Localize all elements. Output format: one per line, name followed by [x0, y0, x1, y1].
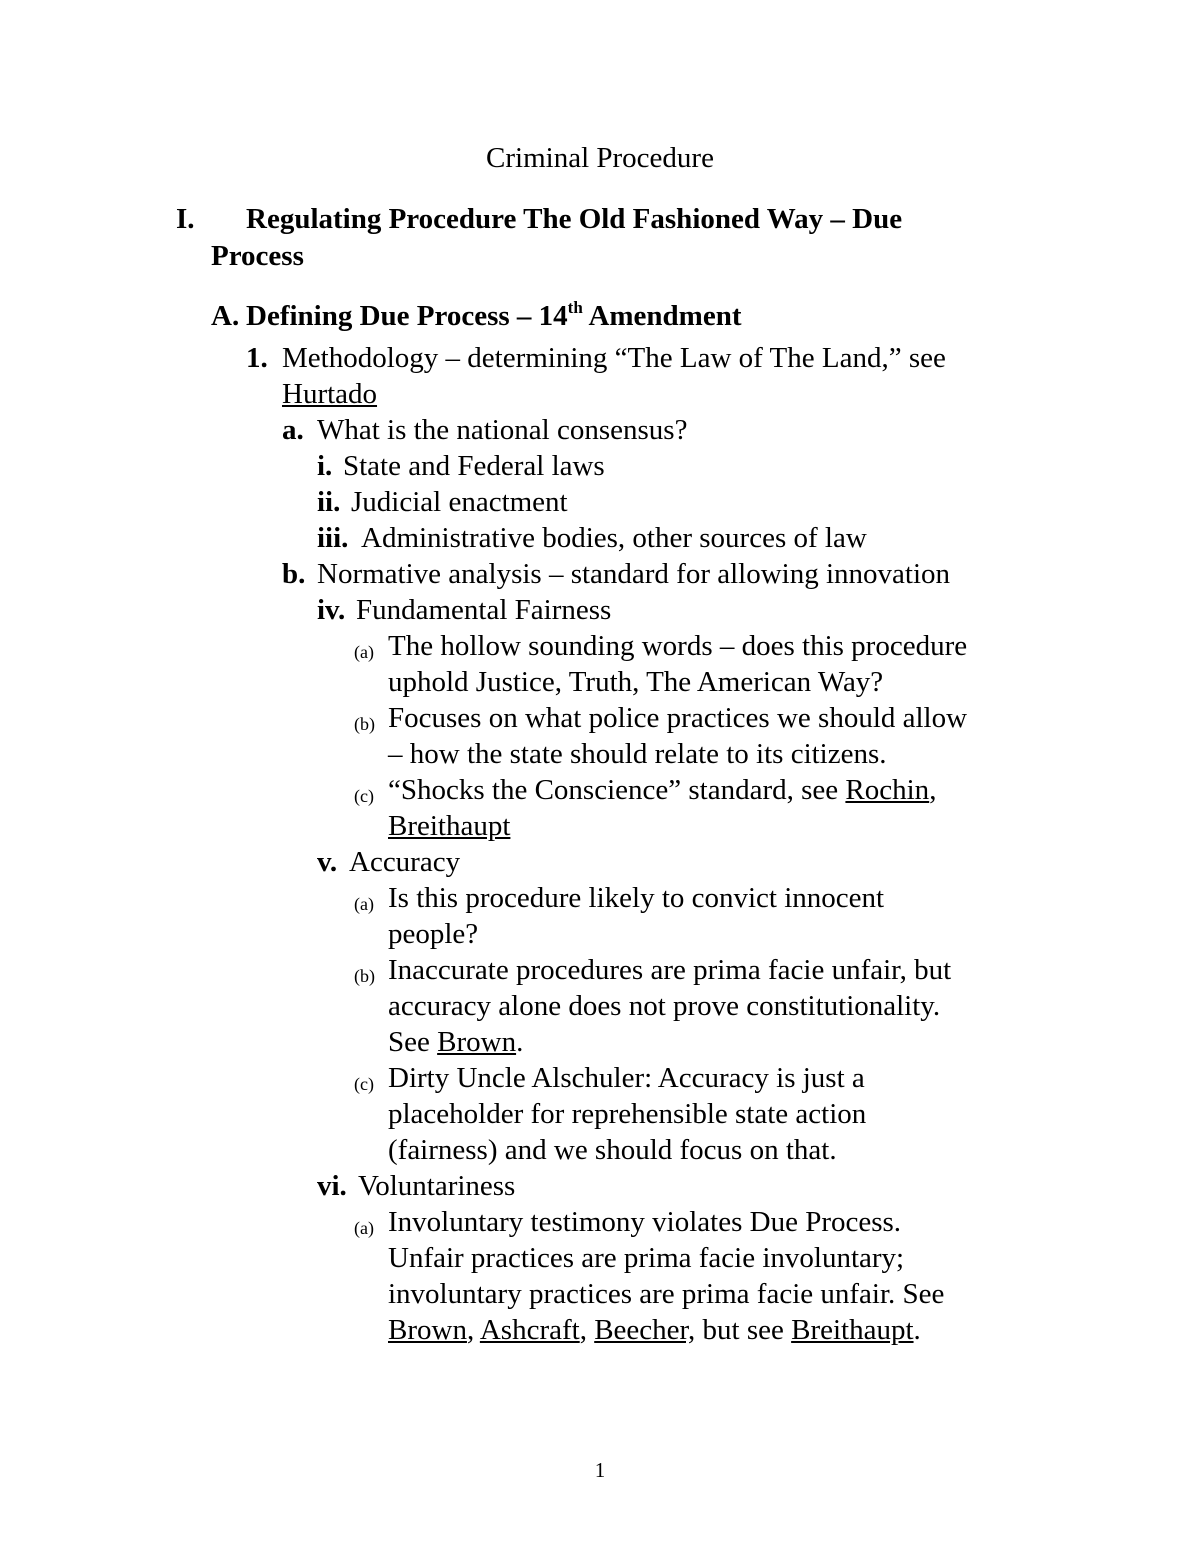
item-b-marker: b.	[282, 558, 306, 590]
case-breithaupt: Breithaupt	[388, 810, 511, 842]
item-b-vi-a-line1: Involuntary testimony violates Due Process.	[388, 1206, 902, 1238]
section-a-heading-post: Amendment	[582, 300, 742, 332]
section-a-marker: A.	[211, 300, 240, 332]
section-i-heading-line2: Process	[211, 240, 304, 272]
document-title: Criminal Procedure	[486, 142, 714, 174]
item-b-iv-b-marker: (b)	[354, 714, 375, 734]
section-a-heading-sup: th	[567, 298, 583, 317]
item-b-iv-a-marker: (a)	[354, 642, 374, 662]
item-b-v-b-marker: (b)	[354, 966, 375, 986]
item-b-vi-a-cases	[388, 1312, 921, 1348]
case-but-see: but see	[695, 1314, 792, 1346]
section-i-heading-line1: Regulating Procedure The Old Fashioned Way – Due	[246, 203, 903, 235]
item-1-line1: Methodology – determining “The Law of The Land,” see	[282, 342, 946, 374]
item-b-iv-c-text: “Shocks the Conscience” standard, see	[388, 774, 846, 806]
case-brown: Brown	[437, 1026, 517, 1058]
item-a-text: What is the national consensus?	[317, 414, 688, 446]
item-b-vi-marker: vi.	[317, 1170, 347, 1202]
case-rochin: Rochin	[845, 774, 930, 806]
item-b-v-c-marker: (c)	[354, 1074, 374, 1094]
item-b-v-b-period: .	[516, 1026, 524, 1058]
item-b-iv-marker: iv.	[317, 594, 346, 626]
case-sep-2: ,	[579, 1314, 595, 1346]
item-b-v-b-line1: Inaccurate procedures are prima facie unfair, but	[388, 954, 952, 986]
item-b-iv-text: Fundamental Fairness	[356, 594, 612, 626]
item-a-iii-marker: iii.	[317, 522, 349, 554]
item-b-iv-b-line2: – how the state should relate to its citizens.	[388, 738, 887, 770]
item-b-text: Normative analysis – standard for allowing innovation	[317, 558, 951, 590]
item-b-v-text: Accuracy	[349, 846, 461, 878]
item-b-iv-b-line1: Focuses on what police practices we should allow	[388, 702, 968, 734]
item-1-marker: 1.	[246, 342, 268, 374]
case-end-period: .	[913, 1314, 921, 1346]
item-b-v-marker: v.	[317, 846, 338, 878]
case-brown-2: Brown	[388, 1314, 467, 1346]
case-ashcraft: Ashcraft	[479, 1314, 580, 1346]
item-b-v-a-line1: Is this procedure likely to convict innocent	[388, 882, 885, 914]
case-breithaupt-2: Breithaupt	[791, 1314, 914, 1346]
item-b-iv-c-marker: (c)	[354, 786, 374, 806]
case-rochin-comma: ,	[929, 774, 937, 806]
item-b-v-c-line1: Dirty Uncle Alschuler: Accuracy is just a	[388, 1062, 865, 1094]
case-beecher: Beecher,	[594, 1314, 696, 1346]
item-b-v-c-line3: (fairness) and we should focus on that.	[388, 1134, 837, 1166]
item-b-v-b-see: See	[388, 1026, 438, 1058]
item-b-v-b-line2: accuracy alone does not prove constitutionality.	[388, 990, 941, 1022]
item-b-v-b-line3	[388, 1024, 523, 1060]
item-b-v-c-line2: placeholder for reprehensible state action	[388, 1098, 867, 1130]
item-b-vi-a-marker: (a)	[354, 1218, 374, 1238]
item-a-ii-text: Judicial enactment	[351, 486, 568, 518]
section-a-heading	[246, 298, 742, 334]
item-b-v-a-marker: (a)	[354, 894, 374, 914]
item-a-iii-text: Administrative bodies, other sources of law	[361, 522, 867, 554]
item-a-ii-marker: ii.	[317, 486, 341, 518]
case-hurtado: Hurtado	[282, 378, 378, 410]
item-b-iv-a-line2: uphold Justice, Truth, The American Way?	[388, 666, 884, 698]
item-b-v-a-line2: people?	[388, 918, 479, 950]
item-a-i-text: State and Federal laws	[343, 450, 605, 482]
case-sep-1: ,	[466, 1314, 480, 1346]
page-number: 1	[594, 1458, 606, 1482]
item-a-i-marker: i.	[317, 450, 333, 482]
item-b-iv-c-line1	[388, 772, 936, 808]
section-a-heading-text: Defining Due Process – 14	[246, 300, 568, 332]
item-b-vi-text: Voluntariness	[358, 1170, 516, 1202]
section-i-marker: I.	[176, 203, 195, 235]
item-b-vi-a-line2: Unfair practices are prima facie involuntary;	[388, 1242, 905, 1274]
item-a-marker: a.	[282, 414, 304, 446]
item-b-iv-a-line1: The hollow sounding words – does this procedure	[388, 630, 968, 662]
item-b-vi-a-line3: involuntary practices are prima facie unfair. See	[388, 1278, 945, 1310]
